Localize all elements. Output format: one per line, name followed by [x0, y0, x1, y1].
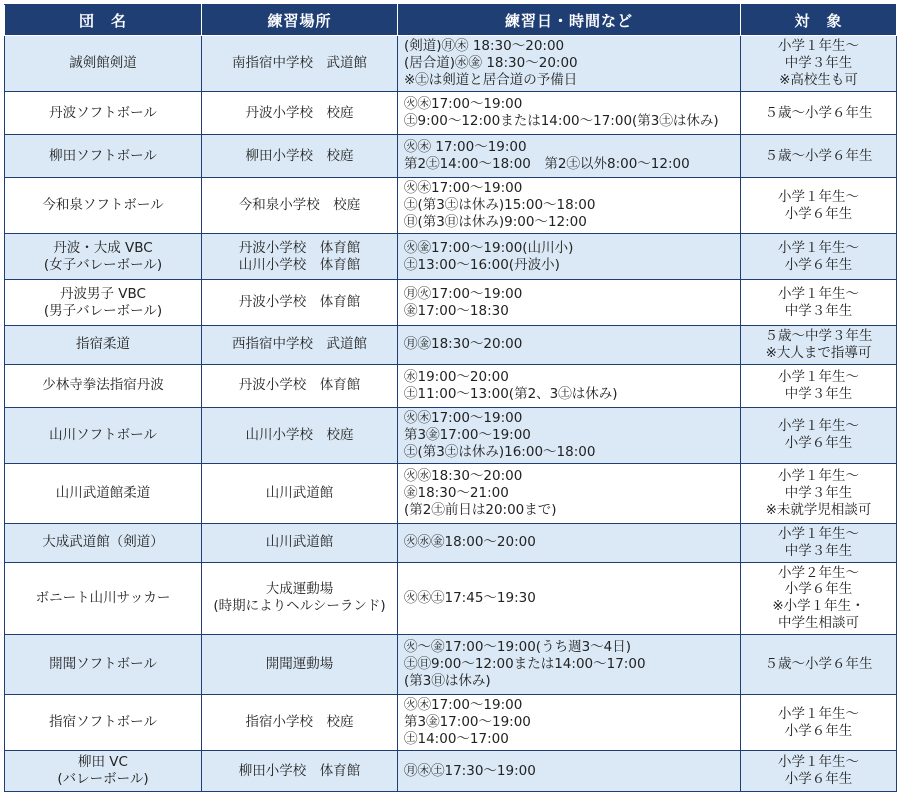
- target-cell: [741, 523, 897, 562]
- schedule-cell-line: 第3㊎17:00～19:00: [404, 714, 531, 731]
- practice-place-cell-line: 西指宿中学校 武道館: [232, 336, 367, 353]
- target-cell: [741, 635, 897, 695]
- practice-place-cell: [202, 407, 398, 463]
- team-name-cell: [5, 695, 202, 751]
- schedule-cell-line: ㊋㊎17:00～19:00(山川小): [404, 239, 574, 256]
- target-cell-line: 小学６年生: [784, 771, 853, 787]
- schedule-cell: [398, 523, 741, 562]
- header-team-name: 団 名: [5, 5, 202, 36]
- practice-place-cell-line: 丹波小学校 体育館: [238, 294, 361, 311]
- target-cell: [741, 135, 897, 178]
- schedule-cell-line: (剣道)㊊㊍ 18:30～20:00: [404, 38, 565, 55]
- team-name-cell-line: 誠剣館剣道: [69, 55, 137, 72]
- team-name-cell-line: 丹波男子 VBC: [60, 285, 146, 302]
- target-cell-line: 小学６年生: [784, 722, 853, 739]
- schedule-cell-line: ㊎18:30～21:00: [404, 484, 509, 501]
- target-cell-line: 中学３年生: [784, 302, 853, 319]
- team-name-cell: [5, 463, 202, 523]
- team-name-cell: [5, 635, 202, 695]
- header-row: [5, 5, 897, 36]
- schedule-cell-line: ㊋㊌㊎18:00～20:00: [404, 534, 536, 551]
- target-cell-line: 小学１年生～: [778, 239, 859, 256]
- schedule-cell: [398, 751, 741, 792]
- practice-place-cell: [202, 135, 398, 178]
- schedule-cell-line: ㊌19:00～20:00: [404, 368, 509, 385]
- practice-place-cell: [202, 463, 398, 523]
- practice-place-cell-line: 南指宿中学校 武道館: [232, 55, 367, 72]
- table-row: [5, 695, 897, 751]
- target-cell-line: 中学３年生: [784, 55, 853, 72]
- target-cell-line: 小学１年生～: [778, 705, 859, 722]
- schedule-cell-line: ㊏11:00～13:00(第2、3㊏は休み): [404, 385, 618, 402]
- team-name-cell-line: 指宿ソフトボール: [49, 714, 157, 731]
- table-row: [5, 234, 897, 280]
- schedule-cell-line: ㊋㊍ 17:00～19:00: [404, 139, 527, 156]
- practice-place-cell: [202, 751, 398, 792]
- header-target: 対 象: [741, 5, 897, 36]
- schedule-cell-line: ㊎17:00～18:30: [404, 302, 509, 319]
- practice-place-cell-line: 柳田小学校 体育館: [238, 762, 361, 779]
- club-schedule-table: [4, 4, 897, 792]
- schedule-cell-line: ㊋～㊎17:00～19:00(うち週3～4日): [404, 639, 632, 656]
- schedule-cell: [398, 635, 741, 695]
- team-name-cell-line: 今和泉ソフトボール: [42, 197, 164, 214]
- schedule-cell-line: ㊋㊌18:30～20:00: [404, 467, 523, 484]
- target-cell-line: 小学２年生～: [778, 564, 859, 581]
- schedule-cell: [398, 36, 741, 92]
- schedule-cell: [398, 92, 741, 135]
- target-cell-line: 小学１年生～: [778, 38, 859, 55]
- target-cell-line: ※未就学児相談可: [765, 501, 872, 518]
- schedule-cell-line: ㊋㊍17:00～19:00: [404, 409, 523, 426]
- schedule-cell-line: ㊏13:00～16:00(丹波小): [404, 256, 560, 273]
- table-body: [5, 36, 897, 792]
- target-cell-line: ５歳～小学６年生: [764, 656, 873, 673]
- practice-place-cell: [202, 326, 398, 365]
- schedule-cell: [398, 178, 741, 234]
- target-cell-line: 中学３年生: [784, 385, 853, 402]
- team-name-cell-line: 柳田ソフトボール: [49, 147, 157, 164]
- schedule-cell-line: ㊋㊍17:00～19:00: [404, 96, 523, 113]
- team-name-cell: [5, 135, 202, 178]
- header-practice-place: 練習場所: [202, 5, 398, 36]
- target-cell: [741, 562, 897, 635]
- team-name-cell-line: (女子バレーボール): [43, 256, 163, 273]
- target-cell-line: ５歳～小学６年生: [764, 147, 873, 164]
- team-name-cell: [5, 178, 202, 234]
- table-row: [5, 523, 897, 562]
- team-name-cell: [5, 36, 202, 92]
- schedule-cell-line: ㊏9:00～12:00または14:00～17:00(第3㊏は休み): [404, 113, 719, 129]
- practice-place-cell: [202, 523, 398, 562]
- schedule-cell-line: ㊋㊍17:00～19:00: [404, 697, 523, 714]
- target-cell: [741, 234, 897, 280]
- practice-place-cell: [202, 234, 398, 280]
- practice-place-cell: [202, 36, 398, 92]
- target-cell-line: 小学６年生: [784, 205, 853, 222]
- target-cell-line: 小学６年生: [784, 256, 853, 273]
- team-name-cell-line: (男子バレーボール): [43, 302, 163, 319]
- target-cell-line: 小学１年生～: [778, 525, 859, 542]
- schedule-cell: [398, 463, 741, 523]
- team-name-cell-line: ボニート山川サッカー: [35, 589, 171, 606]
- target-cell-line: 中学３年生: [784, 542, 853, 559]
- target-cell-line: ※小学１年生・: [772, 598, 865, 615]
- schedule-cell-line: ㊋㊍㊏17:45～19:30: [404, 589, 536, 606]
- team-name-cell-line: 山川武道館柔道: [55, 484, 151, 501]
- schedule-cell-line: (居合道)㊌㊎ 18:30～20:00: [404, 55, 578, 72]
- target-cell: [741, 751, 897, 792]
- team-name-cell-line: 丹波・大成 VBC: [53, 239, 153, 256]
- practice-place-cell: [202, 280, 398, 326]
- header-schedule: 練習日・時間など: [398, 5, 741, 36]
- schedule-cell: [398, 280, 741, 326]
- team-name-cell: [5, 234, 202, 280]
- team-name-cell-line: 山川ソフトボール: [49, 426, 157, 443]
- schedule-cell: [398, 326, 741, 365]
- practice-place-cell-line: 柳田小学校 校庭: [245, 147, 354, 164]
- table-row: [5, 135, 897, 178]
- team-name-cell: [5, 364, 202, 407]
- practice-place-cell-line: (時期によりヘルシーランド): [213, 598, 386, 615]
- practice-place-cell-line: 開聞運動場: [265, 656, 334, 673]
- team-name-cell: [5, 92, 202, 135]
- schedule-cell-line: ㊏(第3㊏は休み)15:00～18:00: [404, 197, 596, 214]
- target-cell: [741, 364, 897, 407]
- table-row: [5, 751, 897, 792]
- team-name-cell: [5, 751, 202, 792]
- schedule-cell: [398, 364, 741, 407]
- team-name-cell-line: 大成武道館（剣道）: [42, 534, 164, 551]
- practice-place-cell-line: 山川小学校 体育館: [238, 256, 361, 273]
- target-cell-line: 小学１年生～: [778, 754, 859, 771]
- schedule-cell-line: ㊊㊍㊏17:30～19:00: [404, 762, 536, 779]
- schedule-cell-line: 第3㊎17:00～19:00: [404, 426, 531, 443]
- table-row: [5, 364, 897, 407]
- target-cell-line: 小学１年生～: [778, 285, 859, 302]
- table-row: [5, 280, 897, 326]
- target-cell: [741, 326, 897, 365]
- practice-place-cell: [202, 92, 398, 135]
- target-cell: [741, 407, 897, 463]
- schedule-cell: [398, 562, 741, 635]
- practice-place-cell-line: 指宿小学校 校庭: [245, 714, 354, 731]
- table-row: [5, 463, 897, 523]
- practice-place-cell: [202, 364, 398, 407]
- schedule-cell: [398, 135, 741, 178]
- practice-place-cell-line: 山川武道館: [265, 484, 334, 501]
- schedule-cell-line: ㊐(第3㊐は休み)9:00～12:00: [404, 213, 587, 230]
- schedule-cell-line: 第2㊏14:00～18:00 第2㊏以外8:00～12:00: [404, 156, 690, 172]
- schedule-cell-line: ㊏14:00～17:00: [404, 730, 509, 747]
- target-cell-line: 小学６年生: [784, 581, 853, 598]
- target-cell-line: ※大人まで指導可: [765, 344, 872, 361]
- schedule-cell-line: (第3㊐は休み): [404, 672, 491, 689]
- target-cell-line: 小学６年生: [784, 435, 853, 452]
- target-cell: [741, 695, 897, 751]
- practice-place-cell: [202, 178, 398, 234]
- schedule-cell-line: ㊏㊐9:00～12:00または14:00～17:00: [404, 656, 646, 673]
- team-name-cell-line: 少林寺拳法指宿丹波: [42, 377, 164, 394]
- target-cell: [741, 463, 897, 523]
- table-row: [5, 635, 897, 695]
- table-row: [5, 407, 897, 463]
- target-cell-line: ５歳～中学３年生: [764, 328, 873, 344]
- table-row: [5, 178, 897, 234]
- schedule-cell: [398, 695, 741, 751]
- target-cell-line: 小学１年生～: [778, 188, 859, 205]
- target-cell-line: ※高校生も可: [779, 71, 858, 88]
- team-name-cell-line: 柳田 VC: [78, 754, 128, 771]
- table-row: [5, 326, 897, 365]
- table-row: [5, 36, 897, 92]
- practice-place-cell-line: 丹波小学校 校庭: [245, 104, 354, 121]
- schedule-cell-line: ㊊㊎18:30～20:00: [404, 336, 523, 353]
- schedule-cell-line: ㊊㊋17:00～19:00: [404, 285, 523, 302]
- target-cell-line: ５歳～小学６年生: [764, 104, 873, 121]
- target-cell: [741, 178, 897, 234]
- practice-place-cell: [202, 695, 398, 751]
- target-cell-line: 小学１年生～: [778, 418, 859, 435]
- schedule-cell-line: ㊏(第3㊏は休み)16:00～18:00: [404, 443, 596, 460]
- table-row: [5, 562, 897, 635]
- team-name-cell-line: 丹波ソフトボール: [49, 104, 157, 121]
- practice-place-cell-line: 丹波小学校 体育館: [238, 239, 361, 256]
- team-name-cell: [5, 523, 202, 562]
- schedule-cell-line: ㊋㊍17:00～19:00: [404, 180, 523, 197]
- schedule-cell-line: (第2㊏前日は20:00まで): [404, 501, 557, 518]
- target-cell: [741, 36, 897, 92]
- target-cell-line: 小学１年生～: [778, 467, 859, 484]
- schedule-cell-line: ※㊏は剣道と居合道の予備日: [404, 71, 578, 88]
- team-name-cell-line: 指宿柔道: [76, 336, 130, 353]
- team-name-cell: [5, 407, 202, 463]
- target-cell: [741, 92, 897, 135]
- practice-place-cell-line: 山川武道館: [265, 534, 334, 551]
- practice-place-cell-line: 山川小学校 校庭: [245, 426, 354, 443]
- practice-place-cell-line: 今和泉小学校 校庭: [238, 197, 361, 214]
- team-name-cell-line: 開聞ソフトボール: [49, 656, 157, 673]
- practice-place-cell: [202, 562, 398, 635]
- target-cell-line: 中学生相談可: [778, 615, 859, 632]
- table-row: [5, 92, 897, 135]
- practice-place-cell-line: 丹波小学校 体育館: [238, 377, 361, 394]
- target-cell: [741, 280, 897, 326]
- team-name-cell: [5, 280, 202, 326]
- team-name-cell: [5, 562, 202, 635]
- target-cell-line: 小学１年生～: [778, 368, 859, 385]
- team-name-cell: [5, 326, 202, 365]
- team-name-cell-line: (バレーボール): [57, 771, 149, 787]
- practice-place-cell-line: 大成運動場: [265, 581, 334, 598]
- target-cell-line: 中学３年生: [784, 484, 853, 501]
- schedule-cell: [398, 407, 741, 463]
- schedule-cell: [398, 234, 741, 280]
- practice-place-cell: [202, 635, 398, 695]
